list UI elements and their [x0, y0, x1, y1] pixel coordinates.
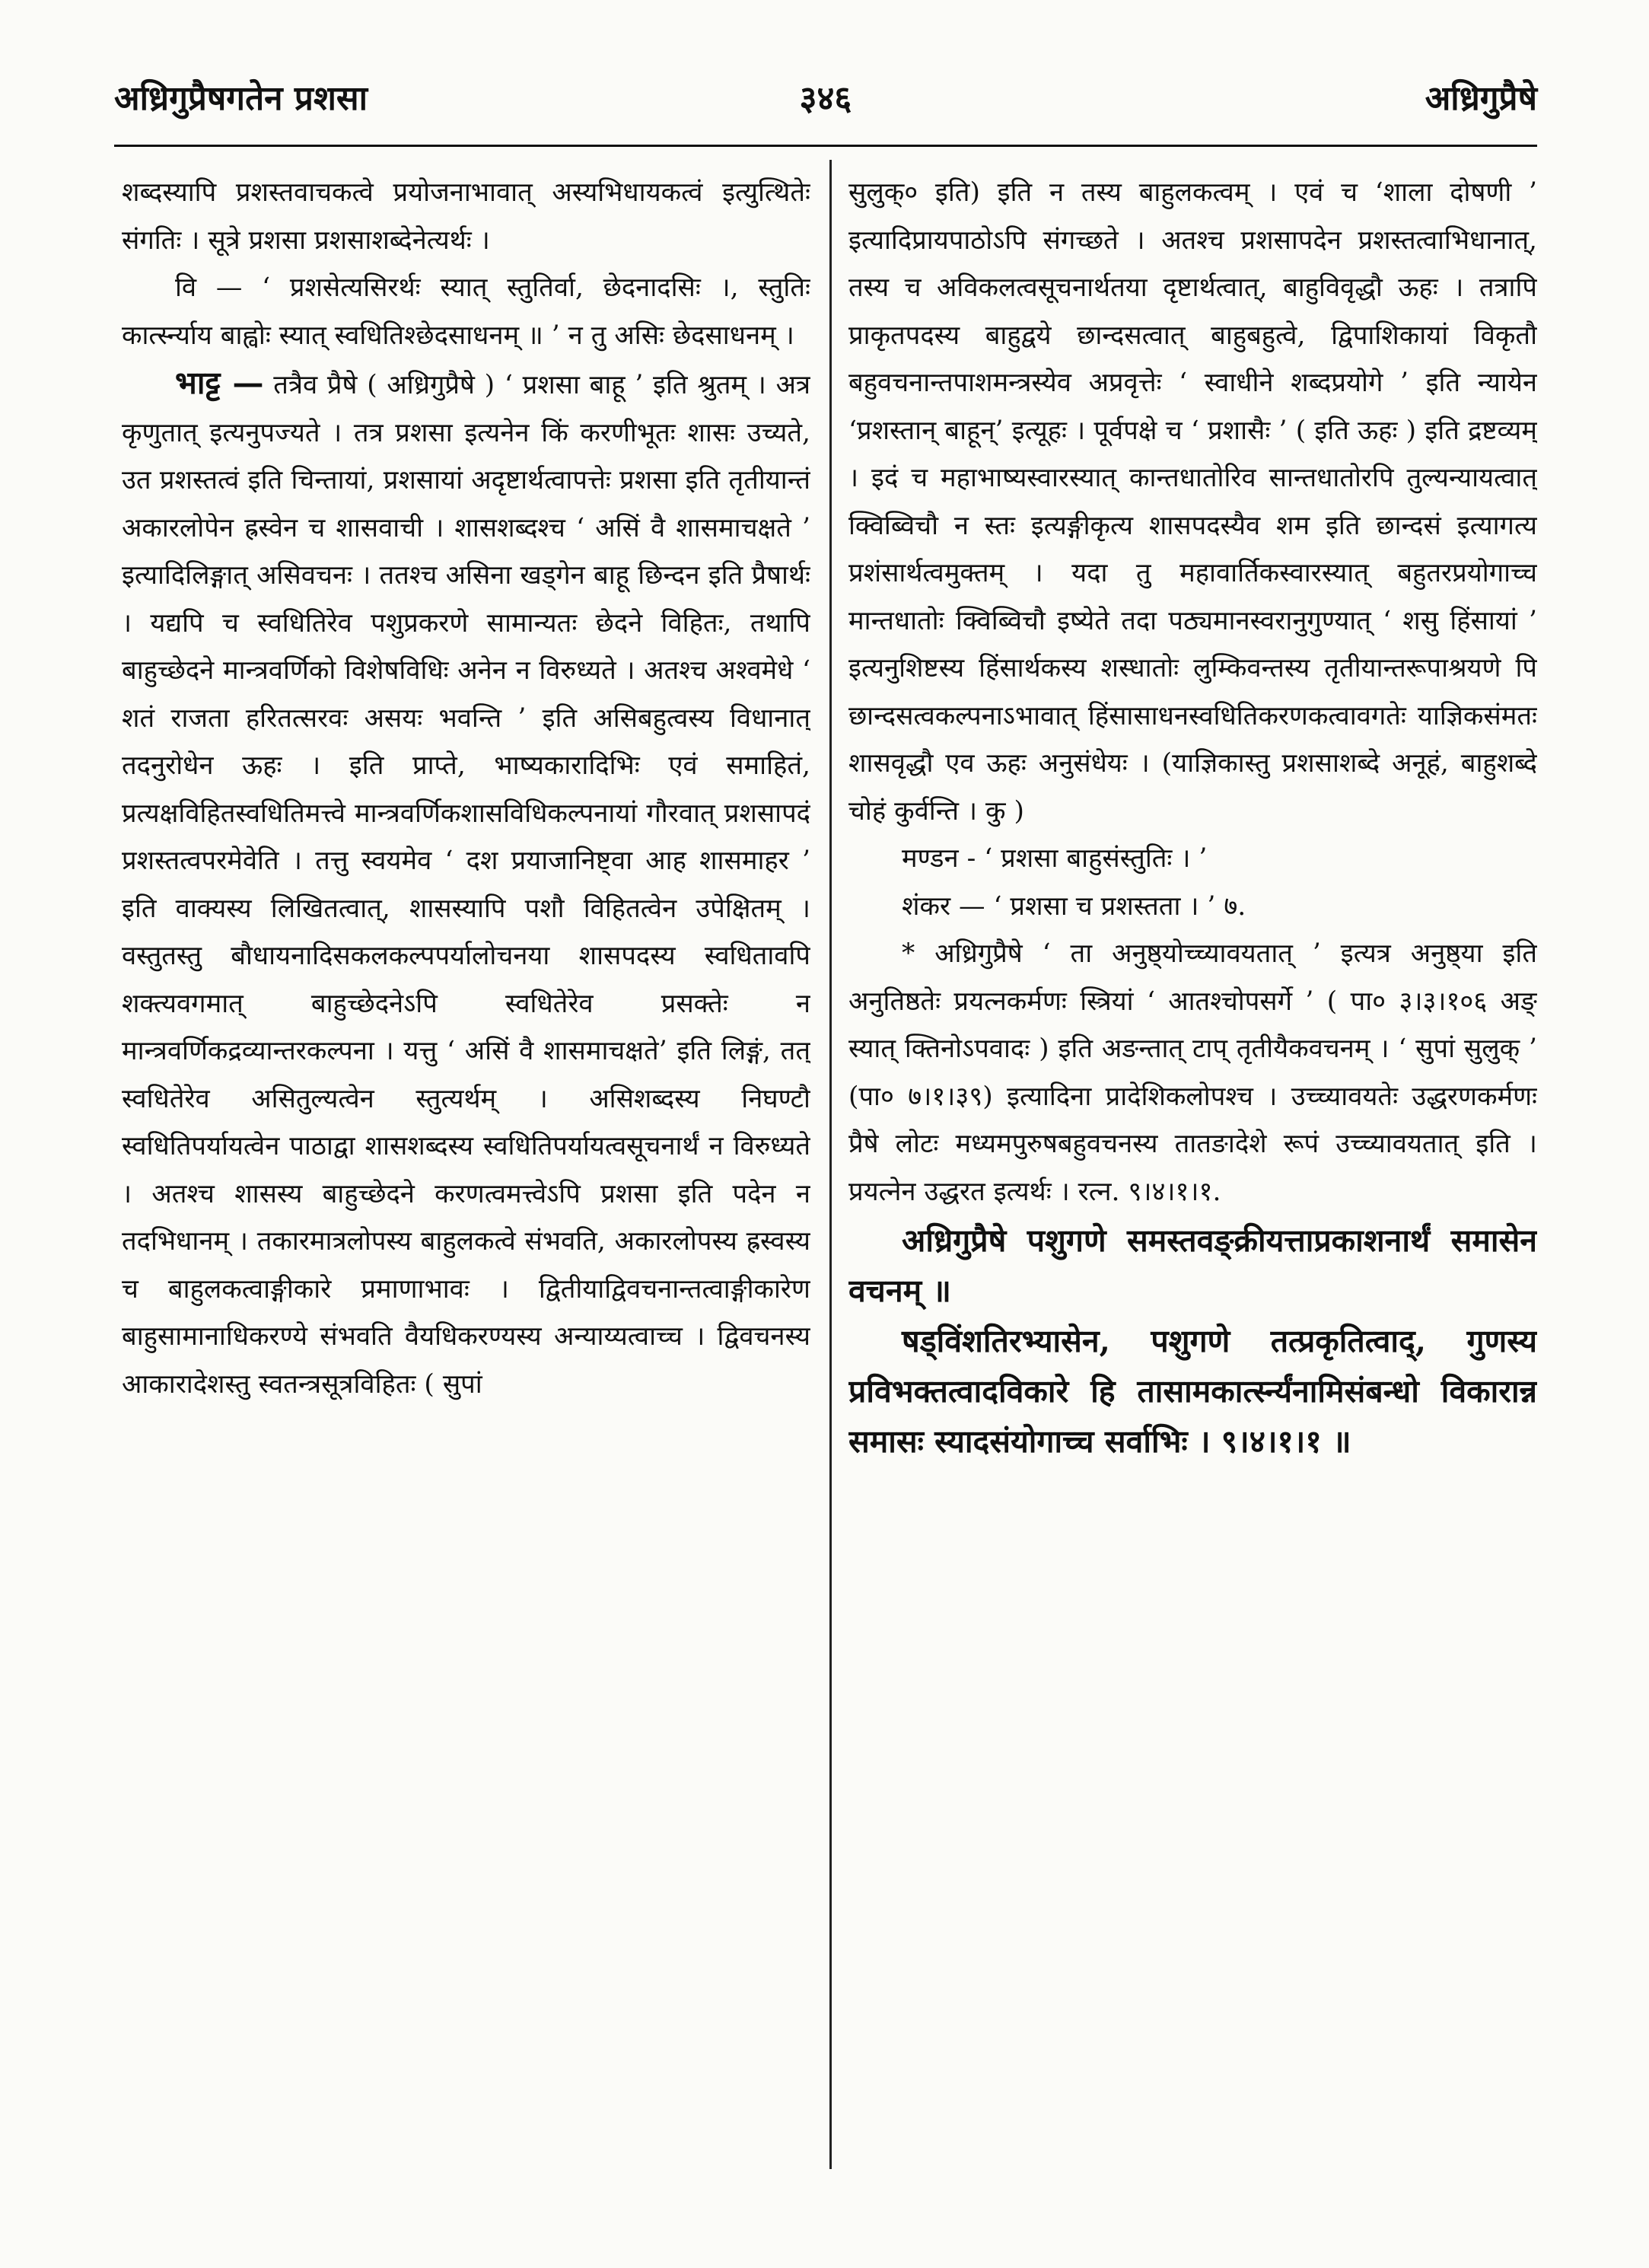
right-paragraph-1: सुलुक्० इति) इति न तस्य बाहुलकत्वम् । एवं च ‘शाला दोषणी ’ इत्यादिप्रायपाठोऽपि संगच्छते । अतश्च प्रशसापदेन प्रशस्तत्वाभिधानात्, तस्य च अविकलत्वसूचनार्थतया दृष्टार्थत्वात्, बाहुविवृद्धौ ऊहः । तत्रापि प्राकृतपदस्य बाहुद्वये छान्दसत्वात् बाहुबहुत्वे, द्विपाशिकायां विकृतौ बहुवचनान्तपाशमन्त्रस्येव अप्रवृत्तेः ‘ स्वाधीने शब्दप्रयोगे ’ इति न्यायेन ‘प्रशस्तान् बाहून्’ इत्यूहः । पूर्वपक्षे च ‘ प्रशासैः ’ ( इति ऊहः ) इति द्रष्टव्यम् । इदं च महाभाष्यस्वारस्यात् कान्तधातोरिव सान्तधातोरपि तुल्यन्यायत्वात् क्विब्विचौ न स्तः इत्यङ्गीकृत्य शासपदस्यैव शम इति छान्दसं इत्यागत्य प्रशंसार्थत्वमुक्तम् । यदा तु महावार्तिकस्वारस्यात् बहुतरप्रयोगाच्च मान्तधातोः क्विब्विचौ इष्येते तदा पठ्यमानस्वरानुगुण्यात् ‘ शसु हिंसायां ’ इत्यनुशिष्टस्य हिंसार्थकस्य शस्धातोः लुम्किवन्तस्य तृतीयान्तरूपाश्रयणे पि छान्दसत्वकल्पनाऽभावात् हिंसासाधनस्वधितिकरणकत्वावगतेः याज्ञिकसंमतः शासवृद्धौ एव ऊहः अनुसंधेयः । (याज्ञिकास्तु प्रशसाशब्दे अनूहं, बाहुशब्दे चोहं कुर्वन्ति । कु ) — [848, 177, 1537, 827]
left-paragraph-3 — [122, 359, 810, 1408]
column-divider — [829, 160, 832, 2169]
section-heading: अध्रिगुप्रैषे पशुगणे समस्तवङ्क्रीयत्ताप्रकाशनार्थं समासेन वचनम् ॥ — [848, 1222, 1537, 1309]
bhatta-text: तत्रैव प्रैषे ( अध्रिगुप्रैषे ) ‘ प्रशसा बाहू ’ इति श्रुतम् । अत्र कृणुतात् इत्यनुपज्यते । तत्र प्रशसा इत्यनेन किं करणीभूतः शासः उच्यते, उत प्रशस्तत्वं इति चिन्तायां, प्रशसायां अदृष्टार्थत्वापत्तेः प्रशसा इति तृतीयान्तं अकारलोपेन ह्रस्वेन च शासवाची । शासशब्दश्च ‘ असिं वै शासमाचक्षते ’ इत्यादिलिङ्गात् असिवचनः । ततश्च असिना खड्गेन बाहू छिन्दन इति प्रैषार्थः । यद्यपि च स्वधितिरेव पशुप्रकरणे सामान्यतः छेदने विहितः, तथापि बाहुच्छेदने मान्त्रवर्णिको विशेषविधिः अनेन न विरुध्यते । अतश्च अश्वमेधे ‘ शतं राजता हरितत्सरवः असयः भवन्ति ’ इति असिबहुत्वस्य विधानात् तदनुरोधेन ऊहः । इति प्राप्ते, भाष्यकारादिभिः एवं समाहितं, प्रत्यक्षविहितस्वधितिमत्त्वे मान्त्रवर्णिकशासविधिकल्पनायां गौरवात् प्रशसापदं प्रशस्तत्वपरमेवेति । तत्तु स्वयमेव ‘ दश प्रयाजानिष्ट्वा आह शासमाहर ’ इति वाक्यस्य लिखितत्वात्, शासस्यापि पशौ विहितत्वेन उपेक्षितम् । वस्तुतस्तु बौधायनादिसकलकल्पपर्यालोचनया शासपदस्य स्वधितावपि शक्त्यवगमात् बाहुच्छेदनेऽपि स्वधितेरेव प्रसक्तेः न मान्त्रवर्णिकद्रव्यान्तरकल्पना । यत्तु ‘ असिं वै शासमाचक्षते’ इति लिङ्गं, तत् स्वधितेरेव असितुल्यत्वेन स्तुत्यर्थम् । असिशब्दस्य निघण्टौ स्वधितिपर्यायत्वेन पाठाद्वा शासशब्दस्य स्वधितिपर्यायत्वसूचनार्थं न विरुध्यते । अतश्च शासस्य बाहुच्छेदने करणत्वमत्त्वेऽपि प्रशसा इति पदेन न तदभिधानम् । तकारमात्रलोपस्य बाहुलकत्वे संभवति, अकारलोपस्य ह्रस्वस्य च बाहुलकत्वाङ्गीकारे प्रमाणाभावः । द्वितीयाद्विवचनान्तत्वाङ्गीकारेण बाहुसामानाधिकरण्ये संभवति वैयधिकरण्यस्य अन्याय्यत्वाच्च । द्विवचनस्य आकारादेशस्तु स्वतन्त्रसूत्रविहितः ( सुपां — [122, 370, 810, 1400]
right-column — [848, 169, 1537, 2163]
header-left-title: अध्रिगुप्रैषगतेन प्रशसा — [114, 79, 368, 118]
left-column — [122, 169, 810, 2163]
page-number: ३४६ — [799, 79, 852, 118]
sutra-text: षड्विंशतिरभ्यासेन, पशुगणे तत्प्रकृतित्वाद्, गुणस्य प्रविभक्तत्वादविकारे हि तासामकार्त्स्न्यंनामिसंबन्धो विकारान्न समासः स्यादसंयोगाच्च सर्वाभिः । ९।४।१।१ ॥ — [848, 1323, 1537, 1460]
header-right-title: अध्रिगुप्रैषे — [1425, 79, 1537, 118]
page-header — [114, 68, 1537, 129]
shankara-line: शंकर — ‘ प्रशसा च प्रशस्तता । ’ ७. — [902, 890, 1246, 922]
mandana-line: मण्डन - ‘ प्रशसा बाहुसंस्तुतिः । ’ — [902, 843, 1208, 874]
left-paragraph-2: वि — ‘ प्रशसेत्यसिरर्थः स्यात् स्तुतिर्वा, छेदनादसिः ।, स्तुतिः कार्त्स्न्याय बाह्वोः स्यात् स्वधितिश्छेदसाधनम् ॥ ’ न तु असिः छेदसाधनम् । — [122, 272, 810, 351]
bhatta-label: भाट्ट — — [175, 365, 264, 401]
left-paragraph-1: शब्दस्यापि प्रशस्तवाचकत्वे प्रयोजनाभावात् अस्यभिधायकत्वं इत्युत्थितेः संगतिः । सूत्रे प्रशसा प्रशसाशब्देनेत्यर्थः । — [122, 177, 810, 256]
right-paragraph-2: * अध्रिगुप्रैषे ‘ ता अनुष्ठ्योच्च्यावयतात् ’ इत्यत्र अनुष्ठ्या इति अनुतिष्ठतेः प्रयत्नकर्मणः स्त्रियां ‘ आतश्चोपसर्गे ’ ( पा० ३।३।१०६ अङ् स्यात् क्तिनोऽपवादः ) इति अङन्तात् टाप् तृतीयैकवचनम् । ‘ सुपां सुलुक् ’ (पा० ७।१।३९) इत्यादिना प्रादेशिकलोपश्च । उच्च्यावयतेः उद्धरणकर्मणः प्रैषे लोटः मध्यमपुरुषबहुवचनस्य तातङादेशे रूपं उच्च्यावयतात् इति । प्रयत्नेन उद्धरत इत्यर्थः । रत्न. ९।४।१।१. — [848, 938, 1537, 1207]
header-rule — [114, 145, 1537, 147]
